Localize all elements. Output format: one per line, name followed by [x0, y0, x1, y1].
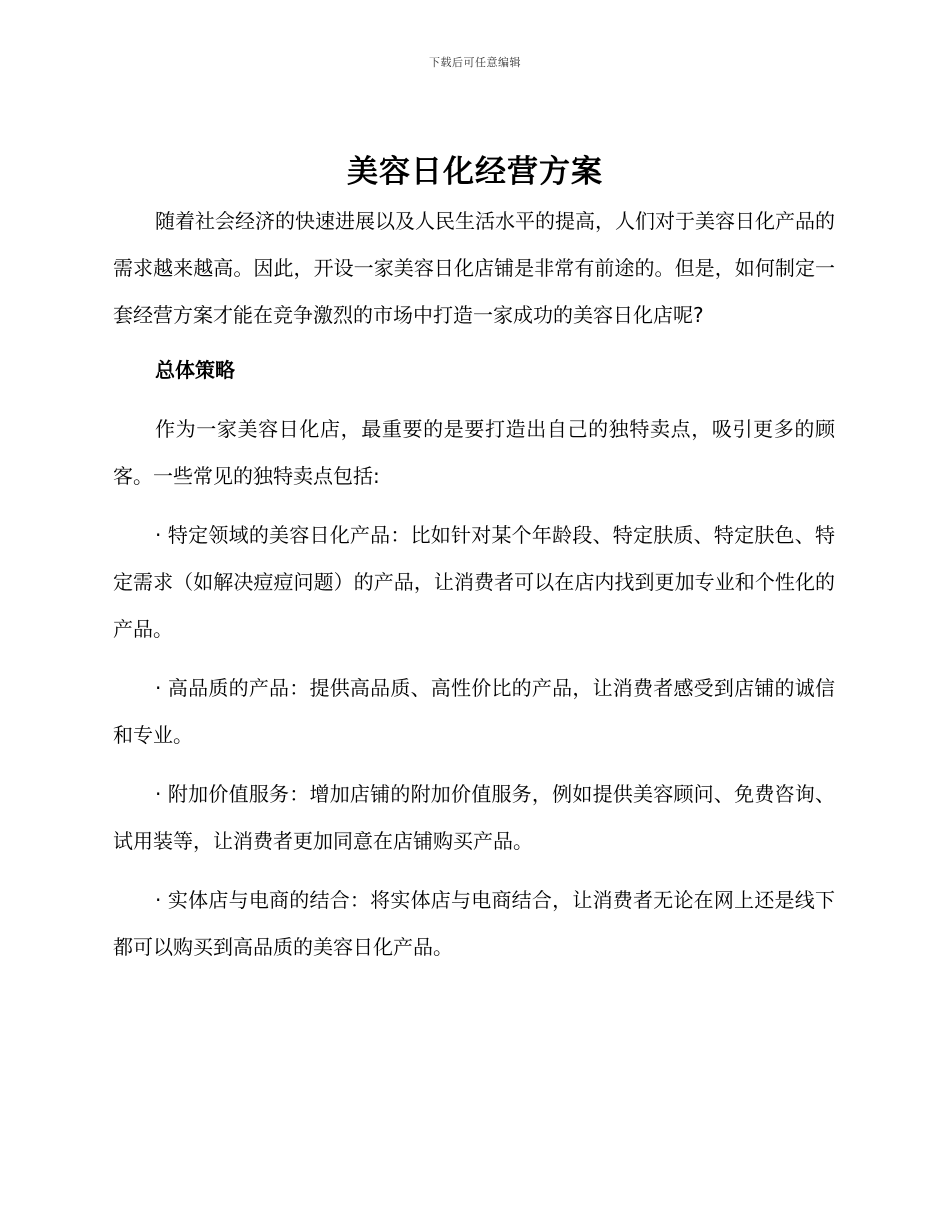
- bullet-item: · 高品质的产品：提供高品质、高性价比的产品，让消费者感受到店铺的诚信和专业。: [113, 676, 835, 747]
- section-heading: 总体策略: [155, 358, 235, 382]
- section-lead-paragraph: 作为一家美容日化店，最重要的是要打造出自己的独特卖点，吸引更多的顾客。一些常见的独特卖点包括:: [113, 417, 835, 488]
- document-body: [113, 198, 835, 971]
- intro-paragraph: 随着社会经济的快速进展以及人民生活水平的提高，人们对于美容日化产品的需求越来越高。因此，开设一家美容日化店铺是非常有前途的。但是，如何制定一套经营方案才能在竞争激烈的市场中打造一家成功的美容日化店呢?: [113, 209, 835, 327]
- bullet-item: · 实体店与电商的结合：将实体店与电商结合，让消费者无论在网上还是线下都可以购买到高品质的美容日化产品。: [113, 888, 835, 959]
- bullet-item: · 特定领域的美容日化产品：比如针对某个年龄段、特定肤质、特定肤色、特定需求（如解决痘痘问题）的产品，让消费者可以在店内找到更加专业和个性化的产品。: [113, 523, 835, 641]
- header-note: 下载后可任意编辑: [429, 56, 521, 69]
- bullet-item: · 附加价值服务：增加店铺的附加价值服务，例如提供美容顾问、免费咨询、试用装等，让消费者更加同意在店铺购买产品。: [113, 782, 835, 853]
- document-title: 美容日化经营方案: [347, 154, 603, 190]
